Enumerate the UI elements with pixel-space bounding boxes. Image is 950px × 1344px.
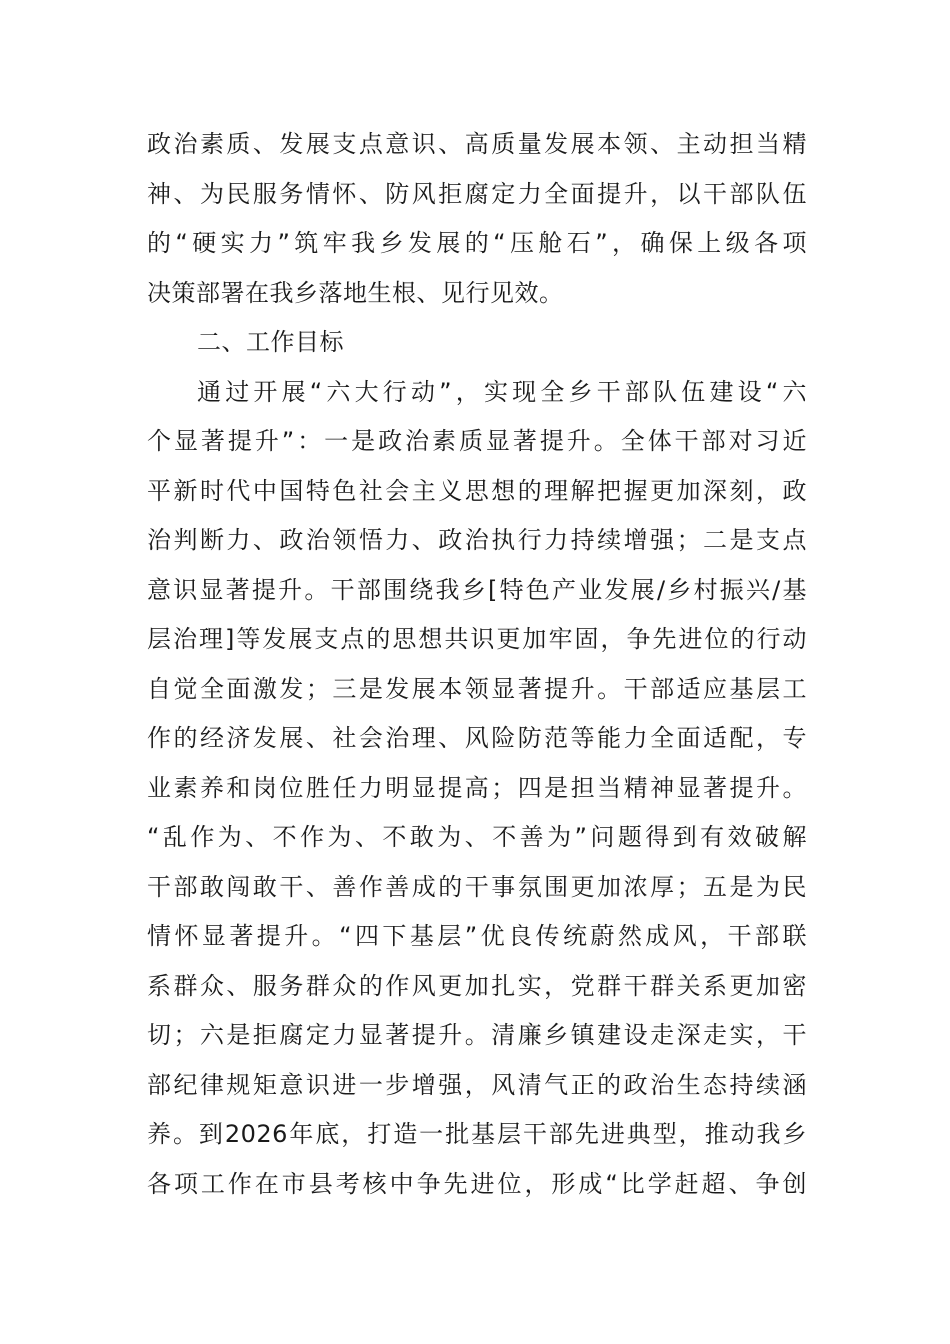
text-line: 通过开展“六大行动”，实现全乡干部队伍建设“六 bbox=[197, 377, 807, 406]
section-heading-work-goals bbox=[147, 318, 807, 368]
paragraph-intro bbox=[147, 120, 807, 318]
text-line: 业素养和岗位胜任力明显提高；四是担当精神显著提升。 bbox=[147, 773, 807, 802]
text-line: 治判断力、政治领悟力、政治执行力持续增强；二是支点 bbox=[147, 526, 807, 554]
paragraph-work-goals bbox=[147, 368, 807, 1210]
document-body bbox=[147, 120, 807, 1209]
text-line: 的“硬实力”筑牢我乡发展的“压舱石”，确保上级各项 bbox=[147, 229, 807, 257]
heading-line: 二、工作目标 bbox=[197, 328, 344, 356]
text-line: 作的经济发展、社会治理、风险防范等能力全面适配，专 bbox=[147, 724, 807, 752]
text-line: 各项工作在市县考核中争先进位，形成“比学赶超、争创 bbox=[147, 1169, 807, 1198]
text-line: 意识显著提升。干部围绕我乡[特色产业发展/乡村振兴/基 bbox=[147, 575, 807, 604]
text-line: 神、为民服务情怀、防风拒腐定力全面提升，以干部队伍 bbox=[147, 179, 807, 208]
text-line: 个显著提升”：一是政治素质显著提升。全体干部对习近 bbox=[147, 427, 807, 455]
text-line: 养。到2026年底，打造一批基层干部先进典型，推动我乡 bbox=[147, 1120, 807, 1148]
text-line: “乱作为、不作为、不敢为、不善为”问题得到有效破解 bbox=[147, 823, 807, 851]
text-line: 政治素质、发展支点意识、高质量发展本领、主动担当精 bbox=[147, 130, 807, 158]
text-line: 系群众、服务群众的作风更加扎实，党群干群关系更加密 bbox=[147, 971, 807, 1000]
text-line: 平新时代中国特色社会主义思想的理解把握更加深刻，政 bbox=[147, 476, 807, 505]
text-line: 层治理]等发展支点的思想共识更加牢固，争先进位的行动 bbox=[147, 625, 807, 653]
text-line: 干部敢闯敢干、善作善成的干事氛围更加浓厚；五是为民 bbox=[147, 872, 807, 901]
text-line: 自觉全面激发；三是发展本领显著提升。干部适应基层工 bbox=[147, 674, 807, 703]
text-line: 情怀显著提升。“四下基层”优良传统蔚然成风，干部联 bbox=[147, 922, 807, 950]
text-line: 切；六是拒腐定力显著提升。清廉乡镇建设走深走实，干 bbox=[147, 1021, 807, 1049]
text-line: 部纪律规矩意识进一步增强，风清气正的政治生态持续涵 bbox=[147, 1070, 807, 1099]
text-line: 决策部署在我乡落地生根、见行见效。 bbox=[147, 278, 564, 307]
